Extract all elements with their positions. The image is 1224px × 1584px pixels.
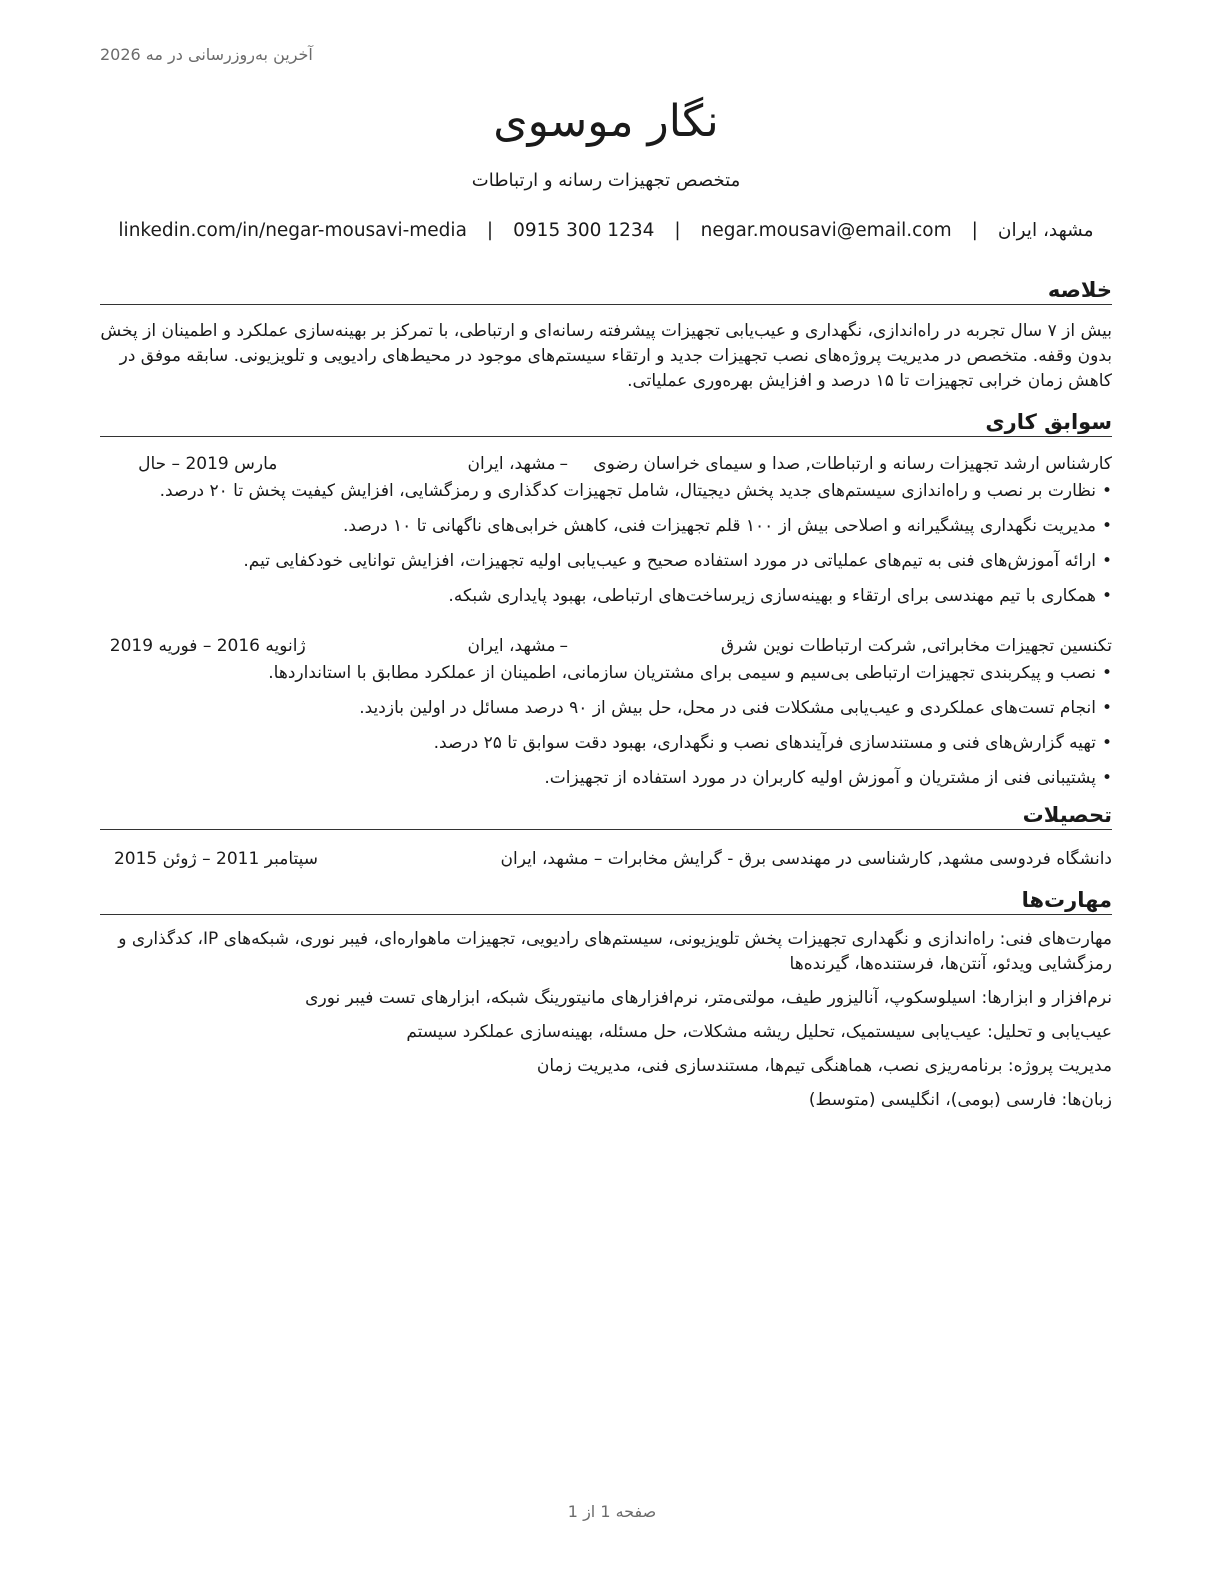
contact-separator: | (971, 220, 978, 241)
education-degree: دانشگاه فردوسی مشهد, کارشناسی در مهندسی برق - گرایش مخابرات – مشهد، ایران (500, 849, 1112, 869)
bullet-icon: • (1101, 663, 1112, 683)
bullet-icon: • (1101, 586, 1112, 606)
contact-location: مشهد، ایران (997, 220, 1094, 241)
contact-email[interactable]: negar.mousavi@email.com (700, 220, 952, 241)
contact-linkedin[interactable]: linkedin.com/in/negar-mousavi-media (118, 220, 467, 241)
education-entry (100, 846, 1112, 872)
contact-line (100, 218, 1112, 244)
bullet-icon: • (1101, 698, 1112, 718)
person-name: نگار موسوی (493, 96, 719, 147)
job-dates: ژانویه 2016 – فوریه 2019 (109, 636, 306, 656)
job-entry (100, 451, 1112, 609)
list-item: • انجام تست‌های عملکردی و عیب‌یابی مشکلات فنی در محل، حل بیش از ۹۰ درصد مسائل در اولین بازدید. (100, 696, 1112, 721)
contact-phone: 0915 300 1234 (513, 220, 655, 241)
list-item: • نظارت بر نصب و راه‌اندازی سیستم‌های جدید پخش دیجیتال، شامل تجهیزات کدگذاری و رمزگشایی، افزایش کیفیت پخش تا ۲۰ درصد. (100, 479, 1112, 504)
list-item: • نصب و پیکربندی تجهیزات ارتباطی بی‌سیم و سیمی برای مشتریان سازمانی، اطمینان از عملکرد مطابق با استانداردها. (100, 661, 1112, 686)
skill-line: نرم‌افزار و ابزارها: اسیلوسکوپ، آنالیزور طیف، مولتی‌متر، نرم‌افزارهای مانیتورینگ شبکه، ابزارهای تست فیبر نوری (305, 988, 1112, 1008)
bullet-icon: • (1101, 516, 1112, 536)
skill-line: عیب‌یابی و تحلیل: عیب‌یابی سیستمیک، تحلیل ریشه مشکلات، حل مسئله، بهینه‌سازی عملکرد سیستم (406, 1022, 1112, 1042)
job-dates: مارس 2019 – حال (138, 454, 278, 474)
summary-heading: خلاصه (100, 276, 1112, 305)
education-heading: تحصیلات (100, 801, 1112, 830)
resume-body (100, 276, 1112, 1113)
contact-separator: | (674, 220, 681, 241)
job-header: تکنسین تجهیزات مخابراتی, شرکت ارتباطات نوین شرق – مشهد، ایران ژانویه 2016 – فوریه 2019 (100, 633, 1112, 659)
resume-header (100, 92, 1112, 244)
job-entry (100, 633, 1112, 791)
education-location: مشهد، ایران (500, 849, 589, 869)
list-item: • مدیریت نگهداری پیشگیرانه و اصلاحی بیش از ۱۰۰ قلم تجهیزات فنی، کاهش خرابی‌های ناگهانی تا ۱۰ درصد. (100, 514, 1112, 539)
skill-line: زبان‌ها: فارسی (بومی)، انگلیسی (متوسط) (808, 1090, 1112, 1110)
job-role: تکنسین تجهیزات مخابراتی, شرکت ارتباطات نوین شرق (720, 636, 1112, 656)
job-title: متخصص تجهیزات رسانه و ارتباطات (471, 170, 741, 191)
list-item: • پشتیبانی فنی از مشتریان و آموزش اولیه کاربران در مورد استفاده از تجهیزات. (100, 766, 1112, 791)
job-location: مشهد، ایران (467, 636, 556, 656)
summary-text: بیش از ۷ سال تجربه در راه‌اندازی، نگهداری و عیب‌یابی تجهیزات پیشرفته رسانه‌ای و ارتباطی، با تمرکز بر بهینه‌سازی عملکرد و اطمینان از پخش بدون وقفه. متخصص در مدیریت پروژه‌های نصب تجهیزات جدید و ارتقاء سیستم‌های موجود در محیط‌های رادیویی و تلویزیونی. سابقه موفق در کاهش زمان خرابی تجهیزات تا ۱۵ درصد و افزایش بهره‌وری عملیاتی. (100, 321, 1112, 391)
page-number: صفحه 1 از 1 (567, 1502, 657, 1521)
bullet-icon: • (1101, 481, 1112, 501)
bullet-icon: • (1101, 551, 1112, 571)
skill-line: مدیریت پروژه: برنامه‌ریزی نصب، هماهنگی تیم‌ها، مستندسازی فنی، مدیریت زمان (536, 1056, 1112, 1076)
experience-heading: سوابق کاری (100, 408, 1112, 437)
skill-line: مهارت‌های فنی: راه‌اندازی و نگهداری تجهیزات پخش تلویزیونی، سیستم‌های رادیویی، تجهیزات ماهواره‌ای، فیبر نوری، شبکه‌های IP، کدگذاری و رمزگشایی ویدئو، آنتن‌ها، فرستنده‌ها، گیرنده‌ها (118, 929, 1112, 974)
job-header: کارشناس ارشد تجهیزات رسانه و ارتباطات, صدا و سیمای خراسان رضوی – مشهد، ایران مارس 2019 – حال (100, 451, 1112, 477)
contact-separator: | (486, 220, 494, 241)
last-updated-note: آخرین به‌روزرسانی در مه 2026 (100, 45, 313, 64)
job-bullets (100, 661, 1112, 791)
education-dates: سپتامبر 2011 – ژوئن 2015 (113, 849, 319, 869)
list-item: • همکاری با تیم مهندسی برای ارتقاء و بهینه‌سازی زیرساخت‌های ارتباطی، بهبود پایداری شبکه. (100, 584, 1112, 609)
list-item: • ارائه آموزش‌های فنی به تیم‌های عملیاتی در مورد استفاده صحیح و عیب‌یابی اولیه تجهیزات، افزایش توانایی خودکفایی تیم. (100, 549, 1112, 574)
skills-heading: مهارت‌ها (100, 886, 1112, 915)
job-role: کارشناس ارشد تجهیزات رسانه و ارتباطات, صدا و سیمای خراسان رضوی (593, 454, 1112, 474)
bullet-icon: • (1101, 733, 1112, 753)
job-bullets (100, 479, 1112, 609)
bullet-icon: • (1101, 768, 1112, 788)
job-location: مشهد، ایران (467, 454, 556, 474)
list-item: • تهیه گزارش‌های فنی و مستندسازی فرآیندهای نصب و نگهداری، بهبود دقت سوابق تا ۲۵ درصد. (100, 731, 1112, 756)
